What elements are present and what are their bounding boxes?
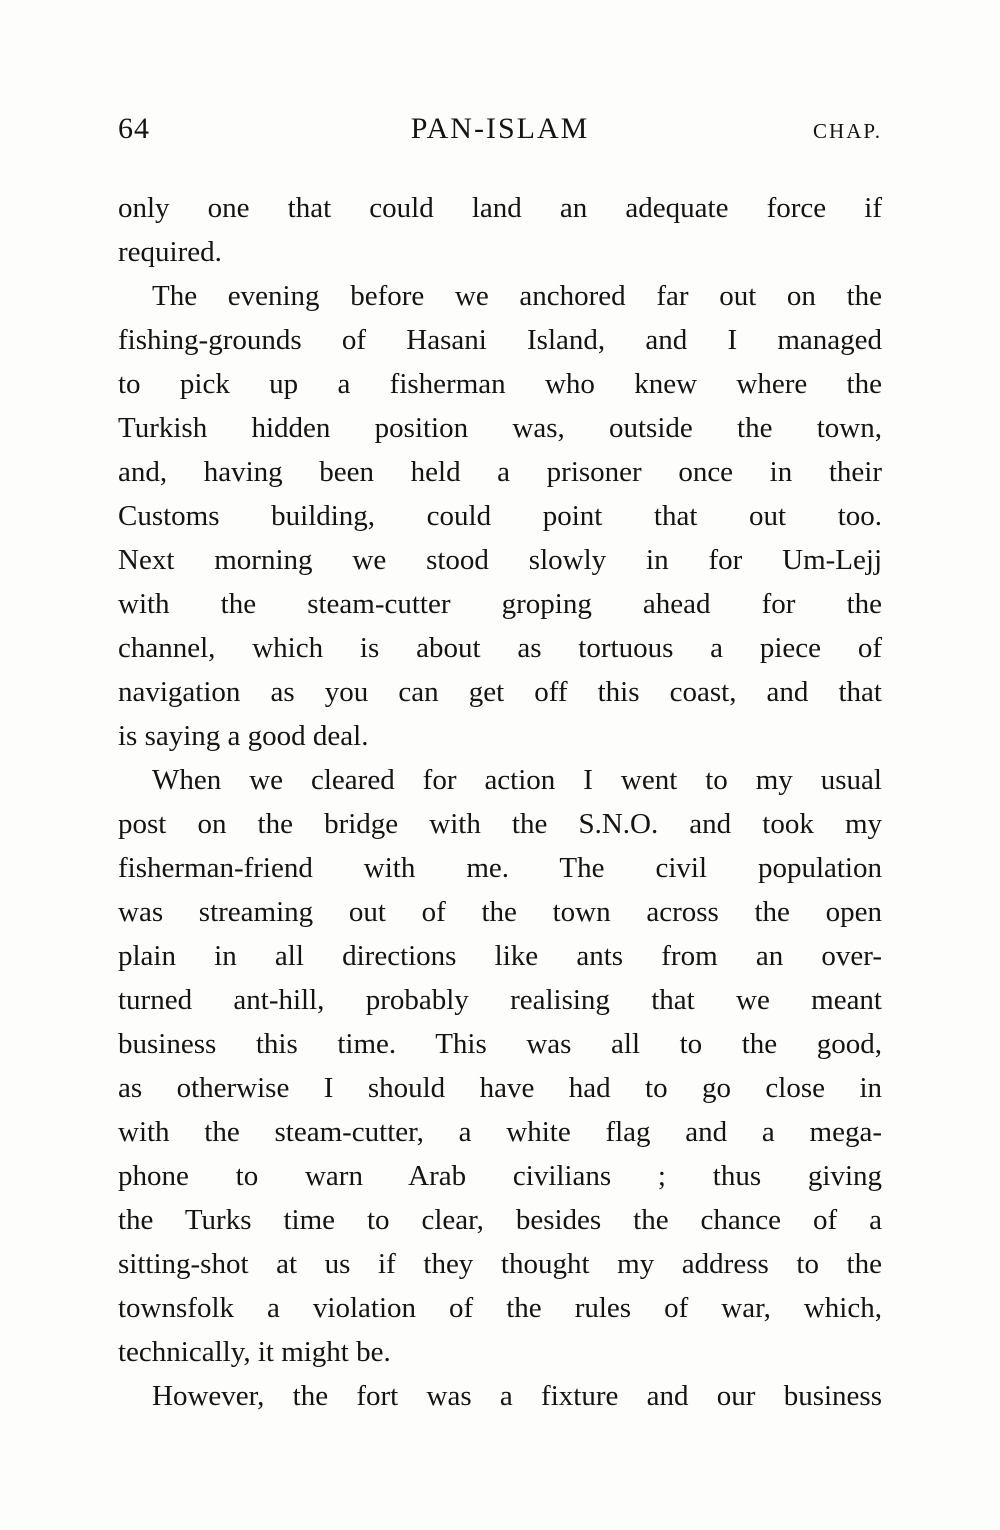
text-line: townsfolk a violation of the rules of war, which, bbox=[118, 1292, 882, 1324]
text-line: with the steam-cutter, a white flag and a mega- bbox=[118, 1116, 882, 1148]
text-line: When we cleared for action I went to my usual bbox=[152, 764, 882, 796]
text-line: channel, which is about as tortuous a piece of bbox=[118, 632, 882, 664]
text-line: is saying a good deal. bbox=[118, 720, 369, 752]
page-number: 64 bbox=[118, 112, 150, 145]
text-line: with the steam-cutter groping ahead for the bbox=[118, 588, 882, 620]
text-line: business this time. This was all to the good, bbox=[118, 1028, 882, 1060]
running-title: PAN-ISLAM bbox=[410, 112, 590, 145]
text-line: navigation as you can get off this coast, and that bbox=[118, 676, 882, 708]
text-line: phone to warn Arab civilians ; thus giving bbox=[118, 1160, 882, 1192]
page-body bbox=[118, 186, 882, 1418]
text-line: turned ant-hill, probably realising that we meant bbox=[118, 984, 882, 1016]
text-line: technically, it might be. bbox=[118, 1336, 391, 1368]
text-line: The evening before we anchored far out on the bbox=[152, 280, 882, 312]
text-line: was streaming out of the town across the open bbox=[118, 896, 882, 928]
text-line: post on the bridge with the S.N.O. and took my bbox=[118, 808, 882, 840]
paragraph bbox=[118, 1374, 882, 1418]
text-line: fishing-grounds of Hasani Island, and I managed bbox=[118, 324, 882, 356]
text-line: required. bbox=[118, 236, 222, 268]
text-line: Turkish hidden position was, outside the town, bbox=[118, 412, 882, 444]
paragraph bbox=[118, 274, 882, 758]
text-line: fisherman-friend with me. The civil population bbox=[118, 852, 882, 884]
chapter-label: CHAP. bbox=[813, 119, 882, 143]
text-line: However, the fort was a fixture and our business bbox=[152, 1380, 882, 1412]
text-line: only one that could land an adequate force if bbox=[118, 192, 882, 224]
running-header bbox=[118, 112, 882, 146]
text-line: the Turks time to clear, besides the chance of a bbox=[118, 1204, 882, 1236]
text-line: to pick up a fisherman who knew where the bbox=[118, 368, 882, 400]
paragraph bbox=[118, 758, 882, 1374]
text-line: Customs building, could point that out too. bbox=[118, 500, 882, 532]
paragraph bbox=[118, 186, 882, 274]
text-line: as otherwise I should have had to go close in bbox=[118, 1072, 882, 1104]
text-line: plain in all directions like ants from an over- bbox=[118, 940, 882, 972]
text-line: sitting-shot at us if they thought my address to the bbox=[118, 1248, 882, 1280]
text-line: Next morning we stood slowly in for Um-Lejj bbox=[118, 544, 882, 576]
text-line: and, having been held a prisoner once in their bbox=[118, 456, 882, 488]
